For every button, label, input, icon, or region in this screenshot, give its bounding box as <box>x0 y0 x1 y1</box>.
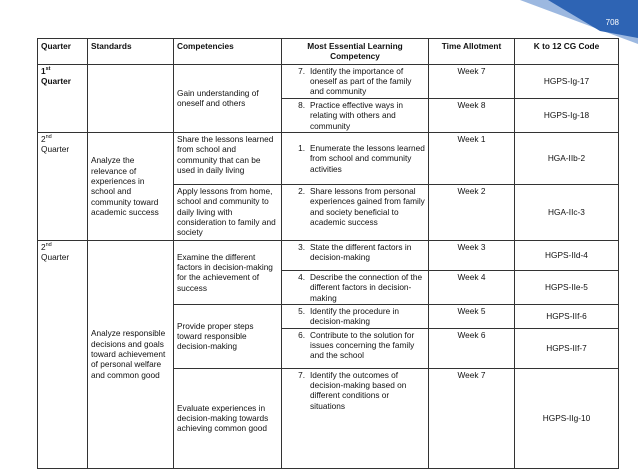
melc-text: Identify the importance of oneself as part of the family and community <box>310 65 412 97</box>
cg-code-cell: HGPS-IIf-6 <box>515 304 619 328</box>
header-melc-line1: Most Essential Learning <box>307 41 403 51</box>
quarter-word: Quarter <box>41 252 70 263</box>
quarter-ordinal: nd <box>45 242 52 249</box>
table-row <box>38 240 619 270</box>
melc-item <box>285 66 425 97</box>
curriculum-guide-table <box>37 38 619 469</box>
cg-code-cell: HGPS-IIe-5 <box>515 270 619 304</box>
melc-number: 7. <box>298 369 305 380</box>
time-allotment-cell: Week 5 <box>429 304 515 328</box>
melc-number: 1. <box>298 142 305 153</box>
melc-number: 8. <box>298 99 305 110</box>
melc-item <box>285 186 425 227</box>
quarter-number: 2 <box>41 241 46 252</box>
melc-text: Practice effective ways in relating with others and community <box>310 99 403 131</box>
time-allotment-cell: Week 8 <box>429 98 515 132</box>
melc-text: Contribute to the solution for issues concerning the family and the school <box>310 329 415 361</box>
melc-item <box>285 370 425 411</box>
corner-dark-band <box>548 0 638 38</box>
quarter-word: Quarter <box>41 144 70 155</box>
header-quarter: Quarter <box>38 39 88 65</box>
quarter-cell <box>38 64 88 132</box>
melc-cell <box>282 368 429 468</box>
melc-number: 4. <box>298 271 305 282</box>
time-allotment-cell: Week 1 <box>429 132 515 184</box>
quarter-ordinal: st <box>45 65 51 72</box>
melc-item <box>285 143 425 174</box>
quarter-ordinal: nd <box>45 134 52 141</box>
header-standards: Standards <box>88 39 174 65</box>
time-allotment-cell: Week 6 <box>429 328 515 368</box>
quarter-label <box>41 66 84 76</box>
quarter-word: Quarter <box>41 76 71 87</box>
quarter-number: 2 <box>41 133 46 144</box>
competency-cell: Apply lessons from home, school and community to daily living with consideration to family and society <box>174 184 282 240</box>
cg-code-cell: HGPS-IIg-10 <box>515 368 619 468</box>
page-number: 708 <box>605 18 619 27</box>
melc-cell <box>282 304 429 328</box>
time-allotment-cell: Week 2 <box>429 184 515 240</box>
time-allotment-cell: Week 4 <box>429 270 515 304</box>
competency-cell: Evaluate experiences in decision-making towards achieving common good <box>174 368 282 468</box>
competency-cell: Gain understanding of oneself and others <box>174 64 282 132</box>
melc-cell <box>282 270 429 304</box>
melc-item <box>285 330 425 361</box>
quarter-cell <box>38 132 88 240</box>
melc-cell <box>282 64 429 98</box>
quarter-label <box>41 242 84 252</box>
table-row <box>38 132 619 184</box>
melc-number: 6. <box>298 329 305 340</box>
melc-number: 3. <box>298 241 305 252</box>
cg-code-cell: HGPS-IId-4 <box>515 240 619 270</box>
melc-number: 7. <box>298 65 305 76</box>
header-melc <box>282 39 429 65</box>
table-row <box>38 64 619 98</box>
melc-text: Share lessons from personal experiences gained from family and society beneficial to academic success <box>310 185 425 227</box>
competency-cell: Share the lessons learned from school and community that can be used in daily living <box>174 132 282 184</box>
melc-item <box>285 272 425 303</box>
cg-code-cell: HGPS-Ig-17 <box>515 64 619 98</box>
header-competencies: Competencies <box>174 39 282 65</box>
melc-text: Identify the procedure in decision-making <box>310 305 400 327</box>
cg-code-cell: HGA-IIc-3 <box>515 184 619 240</box>
time-allotment-cell: Week 3 <box>429 240 515 270</box>
cg-code-cell: HGPS-IIf-7 <box>515 328 619 368</box>
melc-item <box>285 100 425 131</box>
melc-number: 2. <box>298 185 305 196</box>
standard-cell: Analyze responsible decisions and goals toward achievement of personal welfare and common good <box>88 240 174 468</box>
melc-text: Describe the connection of the different factors in decision-making <box>310 271 423 303</box>
header-row <box>38 39 619 65</box>
competency-cell: Examine the different factors in decision-making for the achievement of success <box>174 240 282 304</box>
quarter-cell <box>38 240 88 468</box>
melc-cell <box>282 240 429 270</box>
quarter-number: 1 <box>41 65 46 76</box>
melc-item <box>285 306 425 327</box>
quarter-label <box>41 134 84 144</box>
header-melc-line2: Competency <box>330 51 380 62</box>
standard-cell <box>88 64 174 132</box>
melc-cell <box>282 98 429 132</box>
time-allotment-cell: Week 7 <box>429 64 515 98</box>
header-cg-code: K to 12 CG Code <box>515 39 619 65</box>
melc-cell <box>282 132 429 184</box>
melc-cell <box>282 328 429 368</box>
header-time-allotment: Time Allotment <box>429 39 515 65</box>
cg-code-cell: HGA-IIb-2 <box>515 132 619 184</box>
melc-item <box>285 242 425 263</box>
melc-text: Identify the outcomes of decision-making based on different conditions or situations <box>310 369 407 411</box>
melc-cell <box>282 184 429 240</box>
melc-number: 5. <box>298 305 305 316</box>
melc-text: Enumerate the lessons learned from school and community activities <box>310 142 425 174</box>
time-allotment-cell: Week 7 <box>429 368 515 468</box>
melc-text: State the different factors in decision-making <box>310 241 412 263</box>
competency-cell: Provide proper steps toward responsible decision-making <box>174 304 282 368</box>
standard-cell: Analyze the relevance of experiences in school and community toward academic success <box>88 132 174 240</box>
cg-code-cell: HGPS-Ig-18 <box>515 98 619 132</box>
